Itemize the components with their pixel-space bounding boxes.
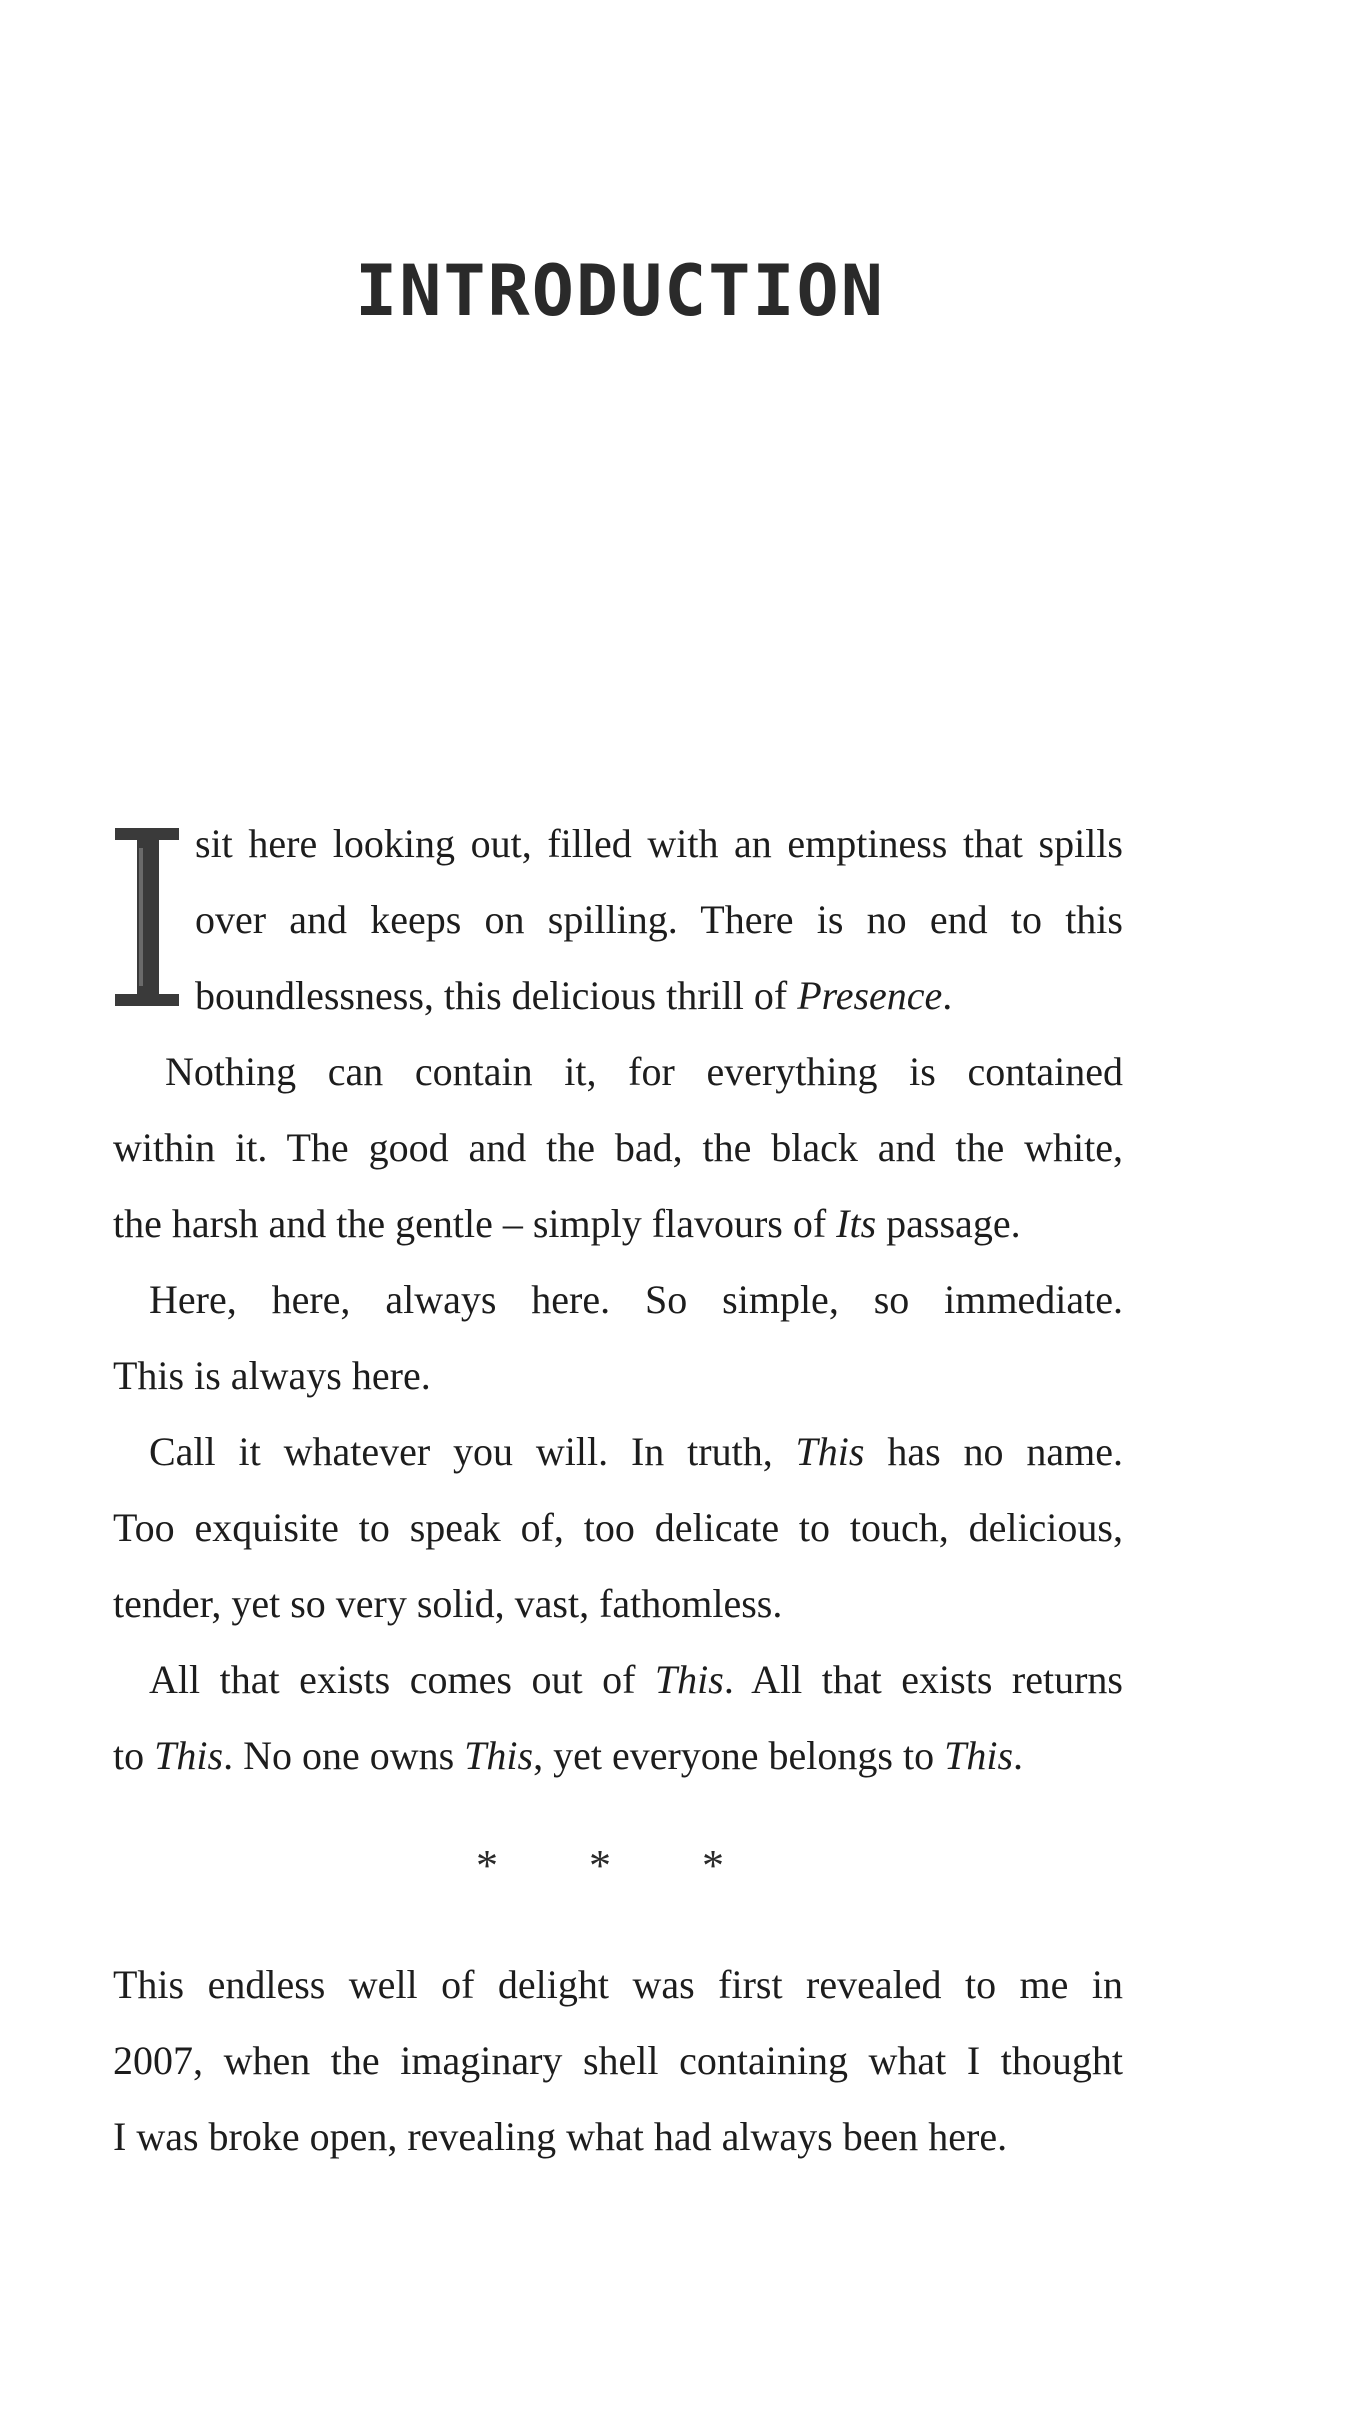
paragraph-4-line-3: tender, yet so very solid, vast, fathomless. <box>113 1581 783 1626</box>
paragraph-2-line-1: Nothing can contain it, for everything is contained <box>165 1049 1123 1094</box>
paragraph-6-line-2: 2007, when the imaginary shell containing what I thought <box>113 2038 1123 2083</box>
paragraph-5 <box>113 1642 1123 1794</box>
paragraph-3 <box>113 1262 1123 1414</box>
paragraph-1-line-2: over and keeps on spilling. There is no end to this <box>195 897 1123 942</box>
paragraph-3-line-2: This is always here. <box>113 1353 431 1398</box>
paragraph-5-line-1: All that exists comes out of This. All that exists returns <box>149 1657 1123 1702</box>
body-text <box>113 806 1123 1794</box>
chapter-title: INTRODUCTION <box>355 250 885 332</box>
body-text-section-2 <box>113 1947 1123 2175</box>
paragraph-4 <box>113 1414 1123 1642</box>
paragraph-2 <box>113 1034 1123 1262</box>
paragraph-2-line-3: the harsh and the gentle – simply flavours of Its passage. <box>113 1201 1021 1246</box>
paragraph-1-line-3: boundlessness, this delicious thrill of Presence. <box>195 973 953 1018</box>
paragraph-4-line-2: Too exquisite to speak of, too delicate to touch, delicious, <box>113 1505 1123 1550</box>
paragraph-3-line-1: Here, here, always here. So simple, so immediate. <box>149 1277 1123 1322</box>
paragraph-5-line-2: to This. No one owns This, yet everyone belongs to This. <box>113 1733 1024 1778</box>
paragraph-6-line-1: This endless well of delight was first revealed to me in <box>113 1962 1123 2007</box>
paragraph-6 <box>113 1947 1123 2175</box>
paragraph-1 <box>113 806 1123 1034</box>
paragraph-6-line-3: I was broke open, revealing what had always been here. <box>113 2114 1008 2159</box>
section-separator: * * * <box>476 1841 764 1890</box>
dropcap-letter-i <box>113 828 183 1006</box>
paragraph-2-line-2: within it. The good and the bad, the black and the white, <box>113 1125 1123 1170</box>
paragraph-4-line-1: Call it whatever you will. In truth, This has no name. <box>149 1429 1123 1474</box>
paragraph-1-line-1: sit here looking out, filled with an emptiness that spills <box>195 821 1123 866</box>
